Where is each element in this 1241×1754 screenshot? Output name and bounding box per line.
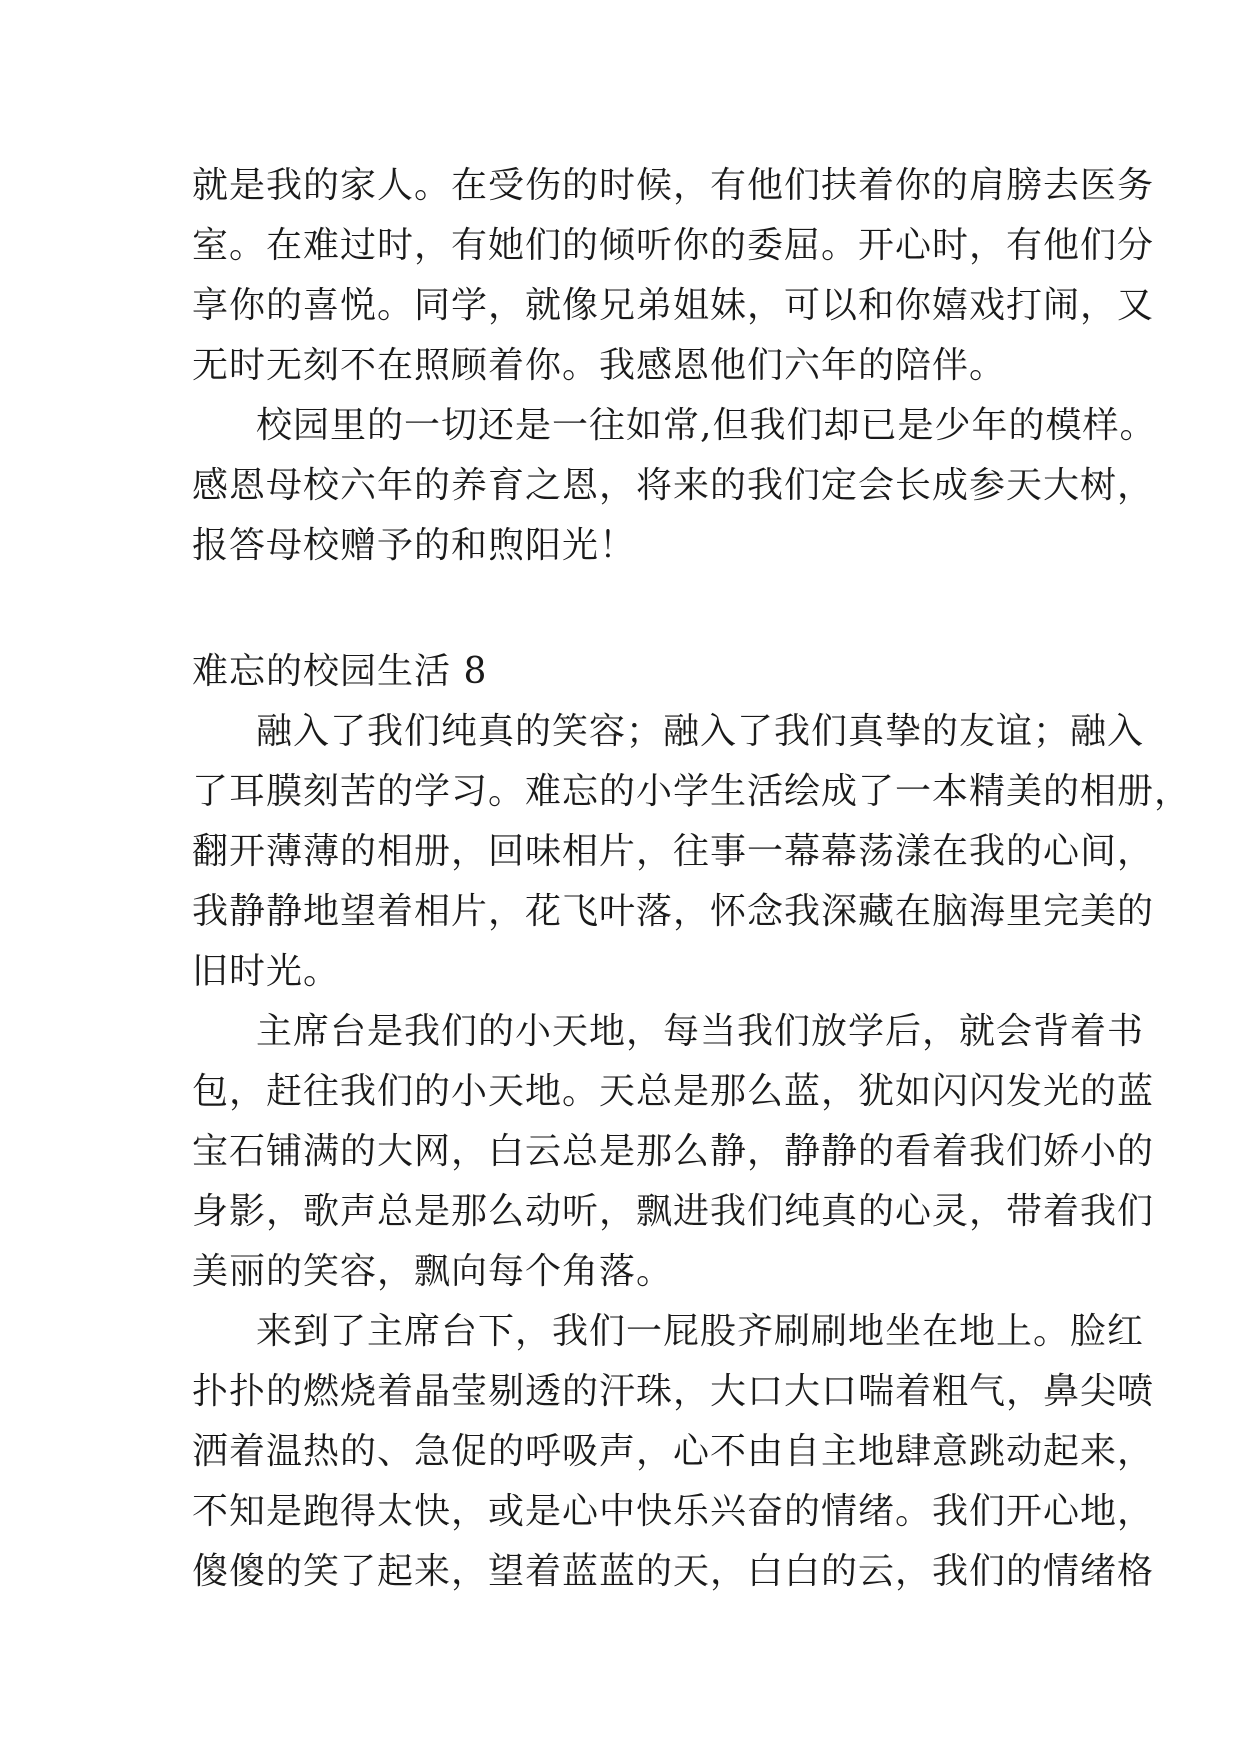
text-line: 扑扑的燃烧着晶莹剔透的汗珠，大口大口喘着粗气，鼻尖喷 [192, 1371, 1155, 1412]
text-line: 洒着温热的、急促的呼吸声，心不由自主地肆意跳动起来， [192, 1431, 1155, 1472]
text-line: 来到了主席台下，我们一屁股齐刷刷地坐在地上。脸红 [256, 1311, 1145, 1352]
text-line: 我静静地望着相片，花飞叶落，怀念我深藏在脑海里完美的 [192, 891, 1155, 932]
text-line: 享你的喜悦。同学，就像兄弟姐妹，可以和你嬉戏打闹，又 [192, 285, 1155, 326]
paragraph [192, 396, 1157, 576]
section-title: 难忘的校园生活 8 [192, 651, 488, 692]
text-line: 校园里的一切还是一往如常,但我们却已是少年的模样。 [256, 405, 1157, 446]
text-line: 傻傻的笑了起来，望着蓝蓝的天，白白的云，我们的情绪格 [192, 1551, 1155, 1592]
text-line: 不知是跑得太快，或是心中快乐兴奋的情绪。我们开心地， [192, 1491, 1155, 1532]
text-line: 美丽的笑容，飘向每个角落。 [192, 1251, 674, 1292]
text-line: 报答母校赠予的和煦阳光！ [192, 525, 637, 566]
text-line: 融入了我们纯真的笑容；融入了我们真挚的友谊；融入 [256, 711, 1145, 752]
text-line: 感恩母校六年的养育之恩，将来的我们定会长成参天大树， [192, 465, 1155, 506]
text-line: 身影，歌声总是那么动听，飘进我们纯真的心灵，带着我们 [192, 1191, 1155, 1232]
text-line: 包，赶往我们的小天地。天总是那么蓝，犹如闪闪发光的蓝 [192, 1071, 1155, 1112]
text-line: 了耳膜刻苦的学习。难忘的小学生活绘成了一本精美的相册， [192, 771, 1192, 812]
text-line: 旧时光。 [192, 951, 341, 992]
text-line: 无时无刻不在照顾着你。我感恩他们六年的陪伴。 [192, 345, 1007, 386]
document-page [192, 156, 1192, 1602]
text-line: 室。在难过时，有她们的倾听你的委屈。开心时，有他们分 [192, 225, 1155, 266]
text-line: 主席台是我们的小天地，每当我们放学后，就会背着书 [256, 1011, 1145, 1052]
text-line: 就是我的家人。在受伤的时候，有他们扶着你的肩膀去医务 [192, 165, 1155, 206]
text-line: 宝石铺满的大网，白云总是那么静，静静的看着我们娇小的 [192, 1131, 1155, 1172]
text-line: 翻开薄薄的相册，回味相片，往事一幕幕荡漾在我的心间， [192, 831, 1155, 872]
paragraph [192, 702, 1192, 1002]
paragraph [192, 156, 1155, 396]
paragraph [192, 1002, 1155, 1302]
paragraph [192, 1302, 1155, 1602]
